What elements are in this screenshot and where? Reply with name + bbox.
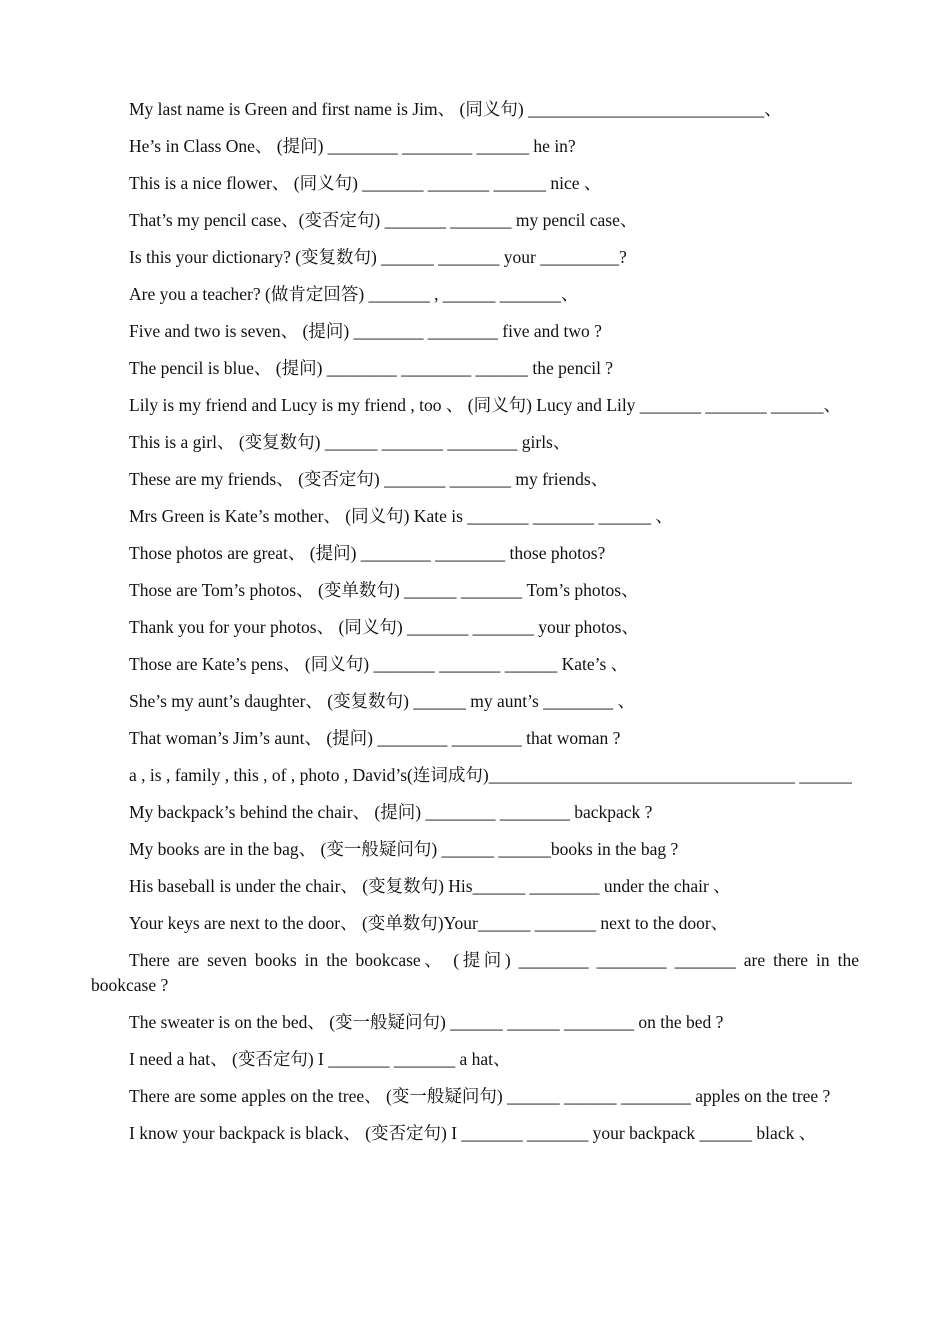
exercise-item: His baseball is under the chair、 (变复数句) His______ ________ under the chair 、: [129, 876, 731, 896]
exercise-item: I know your backpack is black、 (变否定句) I _______ _______ your backpack ______ black 、: [129, 1123, 817, 1143]
exercise-item: This is a girl、 (变复数句) ______ _______ ________ girls、: [129, 432, 571, 452]
exercise-item: She’s my aunt’s daughter、 (变复数句) ______ my aunt’s ________ 、: [129, 691, 636, 711]
exercise-item: Those are Tom’s photos、 (变单数句) ______ _______ Tom’s photos、: [129, 580, 639, 600]
exercise-item: My backpack’s behind the chair、 (提问) ________ ________ backpack ?: [129, 802, 653, 822]
worksheet-page: [91, 97, 859, 1158]
exercise-item: There are some apples on the tree、 (变一般疑问句) ______ ______ ________ apples on the tree ?: [129, 1086, 831, 1106]
exercise-item: Those photos are great、 (提问) ________ ________ those photos?: [129, 543, 606, 563]
exercise-item: Thank you for your photos、 (同义句) _______ _______ your photos、: [129, 617, 639, 637]
exercise-item: There are seven books in the bookcase、 (提问) ________ ________ _______ are there in the bookcase ?: [91, 950, 859, 995]
exercise-item: Those are Kate’s pens、 (同义句) _______ _______ ______ Kate’s 、: [129, 654, 629, 674]
exercise-item: The sweater is on the bed、 (变一般疑问句) ______ ______ ________ on the bed ?: [129, 1012, 724, 1032]
exercise-item: Lily is my friend and Lucy is my friend , too 、 (同义句) Lucy and Lily _______ _______ ______、: [129, 395, 842, 415]
exercise-item: That’s my pencil case、(变否定句) _______ _______ my pencil case、: [129, 210, 638, 230]
exercise-item: Five and two is seven、 (提问) ________ ________ five and two ?: [129, 321, 602, 341]
exercise-item: The pencil is blue、 (提问) ________ ________ ______ the pencil ?: [129, 358, 614, 378]
exercise-item: Your keys are next to the door、 (变单数句)Your______ _______ next to the door、: [129, 913, 729, 933]
exercise-item: Are you a teacher? (做肯定回答) _______ , ______ _______、: [129, 284, 579, 304]
exercise-item: He’s in Class One、 (提问) ________ ________ ______ he in?: [129, 136, 576, 156]
exercise-item: This is a nice flower、 (同义句) _______ _______ ______ nice 、: [129, 173, 602, 193]
exercise-item: My books are in the bag、 (变一般疑问句) ______ ______books in the bag ?: [129, 839, 679, 859]
exercise-item: I need a hat、 (变否定句) I _______ _______ a hat、: [129, 1049, 511, 1069]
exercise-item: These are my friends、 (变否定句) _______ _______ my friends、: [129, 469, 609, 489]
exercise-item: That woman’s Jim’s aunt、 (提问) ________ ________ that woman ?: [129, 728, 621, 748]
exercise-item: My last name is Green and first name is Jim、 (同义句) ___________________________、: [129, 99, 782, 119]
exercise-item: a , is , family , this , of , photo , David’s(连词成句)___________________________________ ______: [129, 765, 852, 785]
exercise-item: Is this your dictionary? (变复数句) ______ _______ your _________?: [129, 247, 627, 267]
exercise-item: Mrs Green is Kate’s mother、 (同义句) Kate is _______ _______ ______ 、: [129, 506, 673, 526]
